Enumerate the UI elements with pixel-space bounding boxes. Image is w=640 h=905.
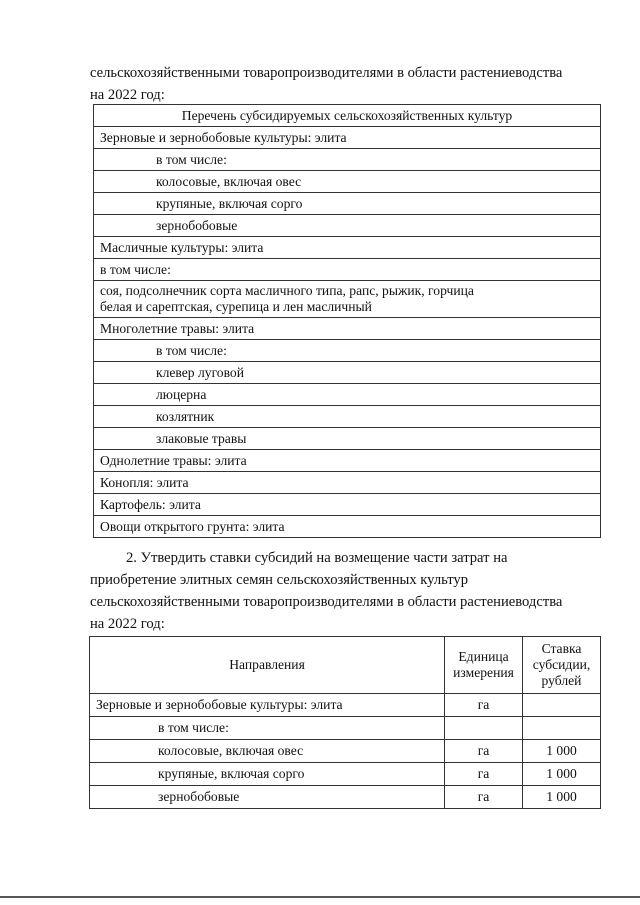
table1-row: козлятник xyxy=(94,406,601,428)
word: на xyxy=(493,550,508,566)
row-name: колосовые, включая овес xyxy=(90,740,445,763)
header-rate-line: Ставка xyxy=(541,641,582,656)
table1-row-line: соя, подсолнечник сорта масличного типа, рапс, рыжик, горчица xyxy=(100,283,474,298)
row-unit: га xyxy=(445,763,523,786)
row-rate xyxy=(523,694,601,717)
paragraph-2 xyxy=(90,547,600,635)
subsidized-crops-table xyxy=(93,104,601,538)
header-rate-line: субсидии, xyxy=(532,657,591,672)
table1-row: Многолетние травы: элита xyxy=(94,318,601,340)
row-name: Зерновые и зернобобовые культуры: элита xyxy=(90,694,445,717)
table1-row: злаковые травы xyxy=(94,428,601,450)
row-rate: 1 000 xyxy=(523,786,601,809)
row-unit: га xyxy=(445,786,523,809)
table-row xyxy=(90,740,601,763)
header-unit-line: Единица xyxy=(458,649,509,664)
word: возмещение xyxy=(334,550,410,566)
para2-line-1 xyxy=(90,547,600,569)
word: на xyxy=(316,550,331,566)
table1-row: в том числе: xyxy=(94,259,601,281)
para2-line-3: сельскохозяйственными товаропроизводителями в области растениеводства xyxy=(90,594,563,610)
table-row xyxy=(90,763,601,786)
header-unit xyxy=(445,637,523,694)
word: элитных xyxy=(180,572,233,588)
header-direction: Направления xyxy=(90,637,445,694)
page-bottom-edge xyxy=(0,896,640,898)
table1-row-multiline xyxy=(94,281,601,318)
table1-row: колосовые, включая овес xyxy=(94,171,601,193)
table1-row: Картофель: элита xyxy=(94,494,601,516)
header-unit-line: измерения xyxy=(453,665,514,680)
intro-paragraph xyxy=(90,62,600,106)
table1-row: клевер луговой xyxy=(94,362,601,384)
subsidy-rates-table xyxy=(89,636,601,809)
table1-header: Перечень субсидируемых сельскохозяйственных культур xyxy=(94,105,601,127)
para2-line-4: на 2022 год: xyxy=(90,616,165,632)
row-unit xyxy=(445,717,523,740)
table-row xyxy=(90,786,601,809)
para2-line-2 xyxy=(90,569,600,591)
table-row xyxy=(90,717,601,740)
row-name: крупяные, включая сорго xyxy=(90,763,445,786)
table1-row: люцерна xyxy=(94,384,601,406)
word: ставки xyxy=(209,550,251,566)
word: затрат xyxy=(451,550,490,566)
intro-line-2: на 2022 год: xyxy=(90,87,165,103)
table1-row: в том числе: xyxy=(94,149,601,171)
word: культур xyxy=(420,572,468,588)
word: приобретение xyxy=(90,572,177,588)
word: 2. xyxy=(126,550,137,566)
header-rate xyxy=(523,637,601,694)
word: сельскохозяйственных xyxy=(276,572,417,588)
table1-row: Конопля: элита xyxy=(94,472,601,494)
table1-row: Овощи открытого грунта: элита xyxy=(94,516,601,538)
table1-row-line: белая и сарептская, сурепица и лен масличный xyxy=(100,299,372,314)
row-name: зернобобовые xyxy=(90,786,445,809)
header-rate-line: рублей xyxy=(541,673,582,688)
word: субсидий xyxy=(254,550,313,566)
table1-row: крупяные, включая сорго xyxy=(94,193,601,215)
row-rate: 1 000 xyxy=(523,740,601,763)
word: Утвердить xyxy=(140,550,206,566)
table1-row: Масличные культуры: элита xyxy=(94,237,601,259)
table1-row: в том числе: xyxy=(94,340,601,362)
row-rate xyxy=(523,717,601,740)
row-unit: га xyxy=(445,694,523,717)
word: части xyxy=(413,550,448,566)
word: семян xyxy=(236,572,273,588)
intro-line-1: сельскохозяйственными товаропроизводителями в области растениеводства xyxy=(90,65,563,81)
row-rate: 1 000 xyxy=(523,763,601,786)
table1-row: Зерновые и зернобобовые культуры: элита xyxy=(94,127,601,149)
table-row xyxy=(90,694,601,717)
table1-row: зернобобовые xyxy=(94,215,601,237)
row-name: в том числе: xyxy=(90,717,445,740)
row-unit: га xyxy=(445,740,523,763)
table1-row: Однолетние травы: элита xyxy=(94,450,601,472)
